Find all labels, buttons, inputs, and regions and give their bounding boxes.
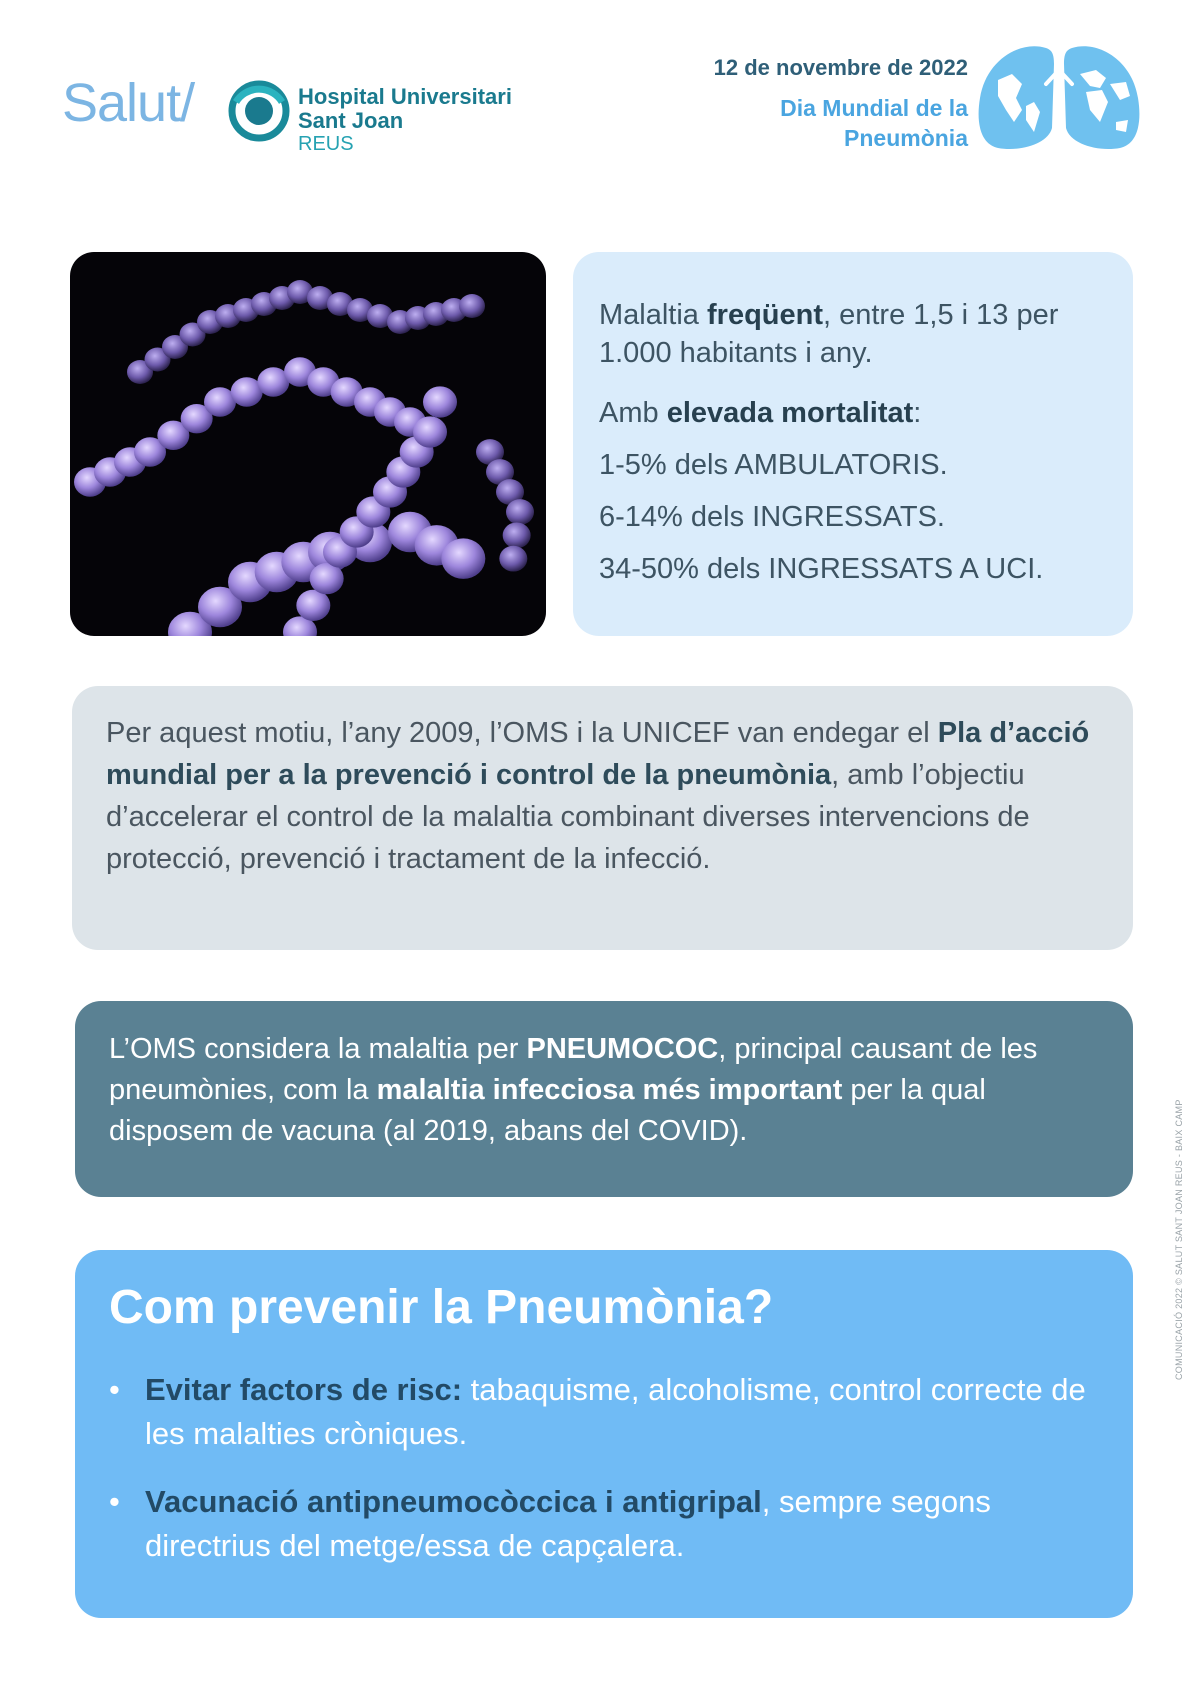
bacterium-cell xyxy=(506,499,534,525)
bacterium-cell xyxy=(503,522,531,548)
bacterium-cell xyxy=(310,563,344,594)
plan-text-highlight: Pla d’acció mundial per a la prevenció i control de la pneumònia xyxy=(106,717,1090,791)
mortality-prefix: Amb xyxy=(599,397,667,429)
hospital-city: REUS xyxy=(298,133,354,155)
stats-card xyxy=(573,252,1133,636)
oms-text-intro: L’OMS considera la malaltia per xyxy=(109,1033,527,1065)
bullet: • xyxy=(109,1372,120,1407)
plan-text-rest: , amb l’objectiu d’accelerar el control de la malaltia combinant diverses intervencions de protecció, prevenció i tractament de la infecció. xyxy=(106,759,1030,875)
oms-text-highlight: malaltia infecciosa més important xyxy=(376,1074,843,1106)
mortality-highlight: elevada mortalitat xyxy=(666,397,914,429)
prevention-item-risk-factors xyxy=(109,1368,1099,1456)
oms-text-rest: per la qual disposem de vacuna (al 2019, abans del COVID). xyxy=(109,1074,986,1147)
hospital-name-line2: Sant Joan xyxy=(298,108,404,133)
bacterium-cell xyxy=(423,386,457,417)
bacterium-cell xyxy=(296,590,330,621)
mortality-stat-icu: 34-50% dels INGRESSATS A UCI. xyxy=(599,553,1044,585)
mortality-suffix: : xyxy=(913,397,922,429)
mortality-stat-inpatient: 6-14% dels INGRESSATS. xyxy=(599,501,945,533)
bacterium-cell xyxy=(413,416,447,447)
action-plan-card xyxy=(72,686,1133,950)
prevention-item-risk-text: tabaquisme, alcoholisme, control correcte de les malalties cròniques. xyxy=(145,1372,1086,1451)
event-header xyxy=(714,55,968,153)
prevention-list xyxy=(109,1368,1099,1568)
prevention-item-risk-label: Evitar factors de risc: xyxy=(145,1372,463,1407)
prevention-card xyxy=(75,1250,1133,1618)
hospital-name xyxy=(298,86,512,154)
credit-line: COMUNICACIÓ 2022 © SALUT SANT JOAN REUS - BAIX CAMP xyxy=(1174,1099,1184,1380)
oms-text-pneumococ: PNEUMOCOC xyxy=(526,1033,719,1065)
prevention-title: Com prevenir la Pneumònia? xyxy=(109,1281,774,1334)
frequency-highlight: freqüent xyxy=(707,299,823,331)
hospital-logo-icon xyxy=(228,80,290,142)
bacteria-image xyxy=(70,252,546,636)
frequency-suffix: , entre 1,5 i 13 per 1.000 habitants i any. xyxy=(599,299,1059,369)
salut-logo: Salut/ xyxy=(62,73,195,133)
bullet: • xyxy=(109,1484,120,1519)
mortality-heading xyxy=(599,394,1107,432)
bacterium-cell xyxy=(441,538,485,578)
mortality-stat-ambulatory: 1-5% dels AMBULATORIS. xyxy=(599,449,948,481)
plan-text-intro: Per aquest motiu, l’any 2009, l’OMS i la UNICEF van endegar el xyxy=(106,717,938,749)
bacteria-chains xyxy=(70,252,546,636)
frequency-text xyxy=(599,296,1107,372)
lungs-world-icon xyxy=(976,40,1142,152)
bacterium-cell xyxy=(459,294,485,318)
event-title: Dia Mundial de la Pneumònia xyxy=(780,95,968,151)
prevention-item-vaccination xyxy=(109,1480,1099,1568)
bacterium-cell xyxy=(499,546,527,572)
oms-pneumococcus-card xyxy=(75,1001,1133,1197)
event-date: 12 de novembre de 2022 xyxy=(713,55,968,80)
hospital-name-line1: Hospital Universitari xyxy=(298,84,512,109)
prevention-item-vaccination-text: , sempre segons directrius del metge/essa de capçalera. xyxy=(145,1484,991,1563)
prevention-item-vaccination-label: Vacunació antipneumocòccica i antigripal xyxy=(145,1484,762,1519)
oms-text-mid: , principal causant de les pneumònies, com la xyxy=(109,1033,1038,1106)
frequency-prefix: Malaltia xyxy=(599,299,707,331)
